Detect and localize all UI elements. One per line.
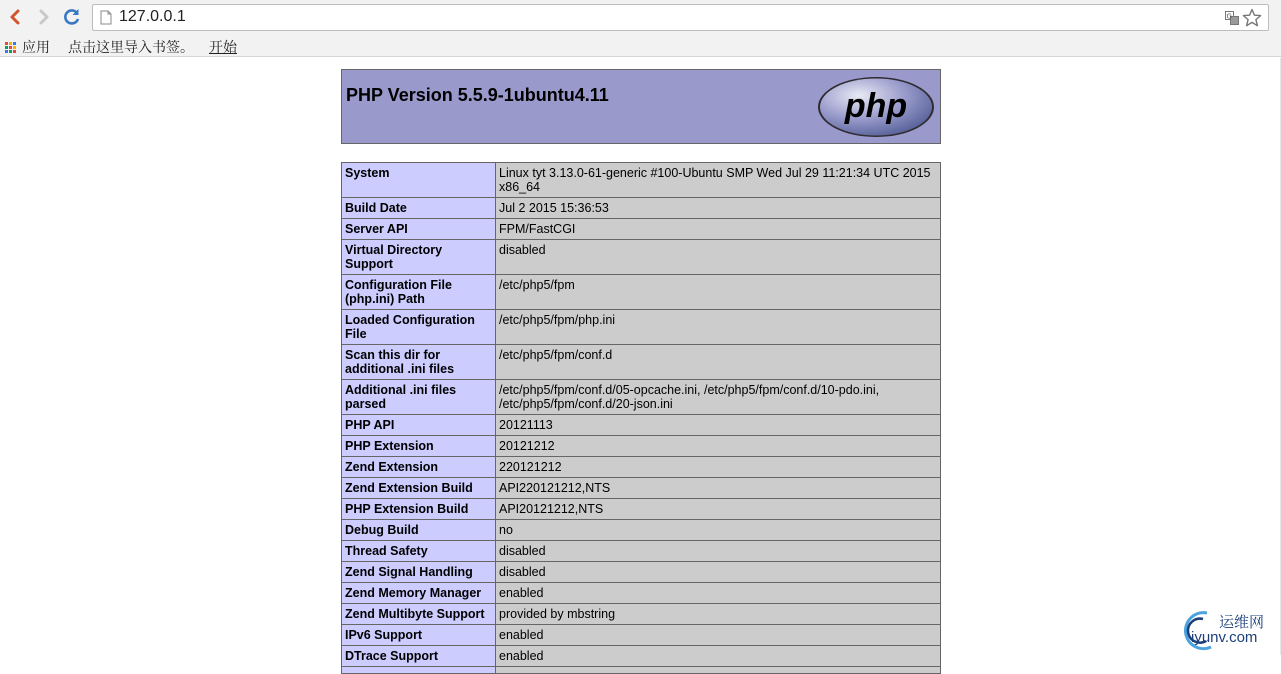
row-key: Thread Safety [342,541,496,562]
table-row [342,219,941,240]
row-value: enabled [496,583,941,604]
row-value: API20121212,NTS [496,499,941,520]
row-key: Debug Build [342,520,496,541]
row-key: PHP API [342,415,496,436]
row-value: provided by mbstring [496,604,941,625]
translate-icon[interactable] [1225,11,1239,25]
row-value: 20121212 [496,436,941,457]
table-row [342,436,941,457]
row-key: Virtual Directory Support [342,240,496,275]
table-row [342,604,941,625]
row-value: 220121212 [496,457,941,478]
php-version-title: PHP Version 5.5.9-1ubuntu4.11 [346,85,609,105]
table-row [342,198,941,219]
forward-button[interactable] [33,6,55,28]
php-logo[interactable] [816,75,936,139]
bookmark-star-icon[interactable] [1242,8,1262,28]
table-row [342,562,941,583]
row-key: Scan this dir for additional .ini files [342,345,496,380]
table-row [342,541,941,562]
row-value [496,667,941,674]
table-row [342,499,941,520]
row-value: enabled [496,646,941,667]
row-value: /etc/php5/fpm/php.ini [496,310,941,345]
watermark-en-text: iyunv.com [1191,629,1258,646]
row-key [342,667,496,674]
row-value: 20121113 [496,415,941,436]
row-key: DTrace Support [342,646,496,667]
apps-grid-icon [5,42,16,53]
row-key: Loaded Configuration File [342,310,496,345]
table-row [342,163,941,198]
table-row [342,520,941,541]
table-row [342,345,941,380]
start-link[interactable]: 开始 [209,40,237,56]
table-row [342,625,941,646]
reload-button[interactable] [61,6,83,28]
reload-icon [63,8,81,26]
row-key: Zend Multibyte Support [342,604,496,625]
row-value: disabled [496,240,941,275]
table-row [342,415,941,436]
row-key: Zend Extension [342,457,496,478]
row-value: /etc/php5/fpm/conf.d/05-opcache.ini, /etc/php5/fpm/conf.d/10-pdo.ini, /etc/php5/fpm/conf.d/20-json.ini [496,380,941,415]
row-key: PHP Extension Build [342,499,496,520]
back-arrow-icon [8,9,22,25]
table-row [342,457,941,478]
php-info-table [341,162,941,674]
row-key: System [342,163,496,198]
table-row [342,667,941,674]
row-value: API220121212,NTS [496,478,941,499]
iyunv-watermark [1177,607,1281,655]
watermark-cn-text: 运维网 [1219,613,1265,631]
row-key: Build Date [342,198,496,219]
table-row [342,310,941,345]
url-text[interactable]: 127.0.0.1 [119,8,186,25]
bookmarks-bar [0,36,1281,57]
row-key: Additional .ini files parsed [342,380,496,415]
row-key: Configuration File (php.ini) Path [342,275,496,310]
row-key: Zend Extension Build [342,478,496,499]
apps-label: 应用 [22,40,50,56]
row-value: Jul 2 2015 15:36:53 [496,198,941,219]
table-row [342,240,941,275]
table-row [342,646,941,667]
row-value: FPM/FastCGI [496,219,941,240]
row-value: enabled [496,625,941,646]
browser-toolbar [0,0,1281,36]
php-logo-text: php [844,87,908,125]
row-value: disabled [496,562,941,583]
php-version-header [341,69,941,144]
row-value: Linux tyt 3.13.0-61-generic #100-Ubuntu SMP Wed Jul 29 11:21:34 UTC 2015 x86_64 [496,163,941,198]
table-row [342,275,941,310]
back-button[interactable] [4,6,26,28]
address-bar[interactable] [92,4,1269,31]
row-value: /etc/php5/fpm [496,275,941,310]
svg-text:G: G [1226,12,1232,21]
table-row [342,380,941,415]
row-value: /etc/php5/fpm/conf.d [496,345,941,380]
row-value: disabled [496,541,941,562]
row-key: Zend Signal Handling [342,562,496,583]
apps-shortcut[interactable] [5,37,50,57]
row-key: Zend Memory Manager [342,583,496,604]
forward-arrow-icon [37,9,51,25]
page-icon [100,10,112,25]
import-bookmarks-link[interactable]: 点击这里导入书签。 [68,40,194,56]
table-row [342,478,941,499]
row-value: no [496,520,941,541]
row-key: Server API [342,219,496,240]
table-row [342,583,941,604]
row-key: PHP Extension [342,436,496,457]
row-key: IPv6 Support [342,625,496,646]
